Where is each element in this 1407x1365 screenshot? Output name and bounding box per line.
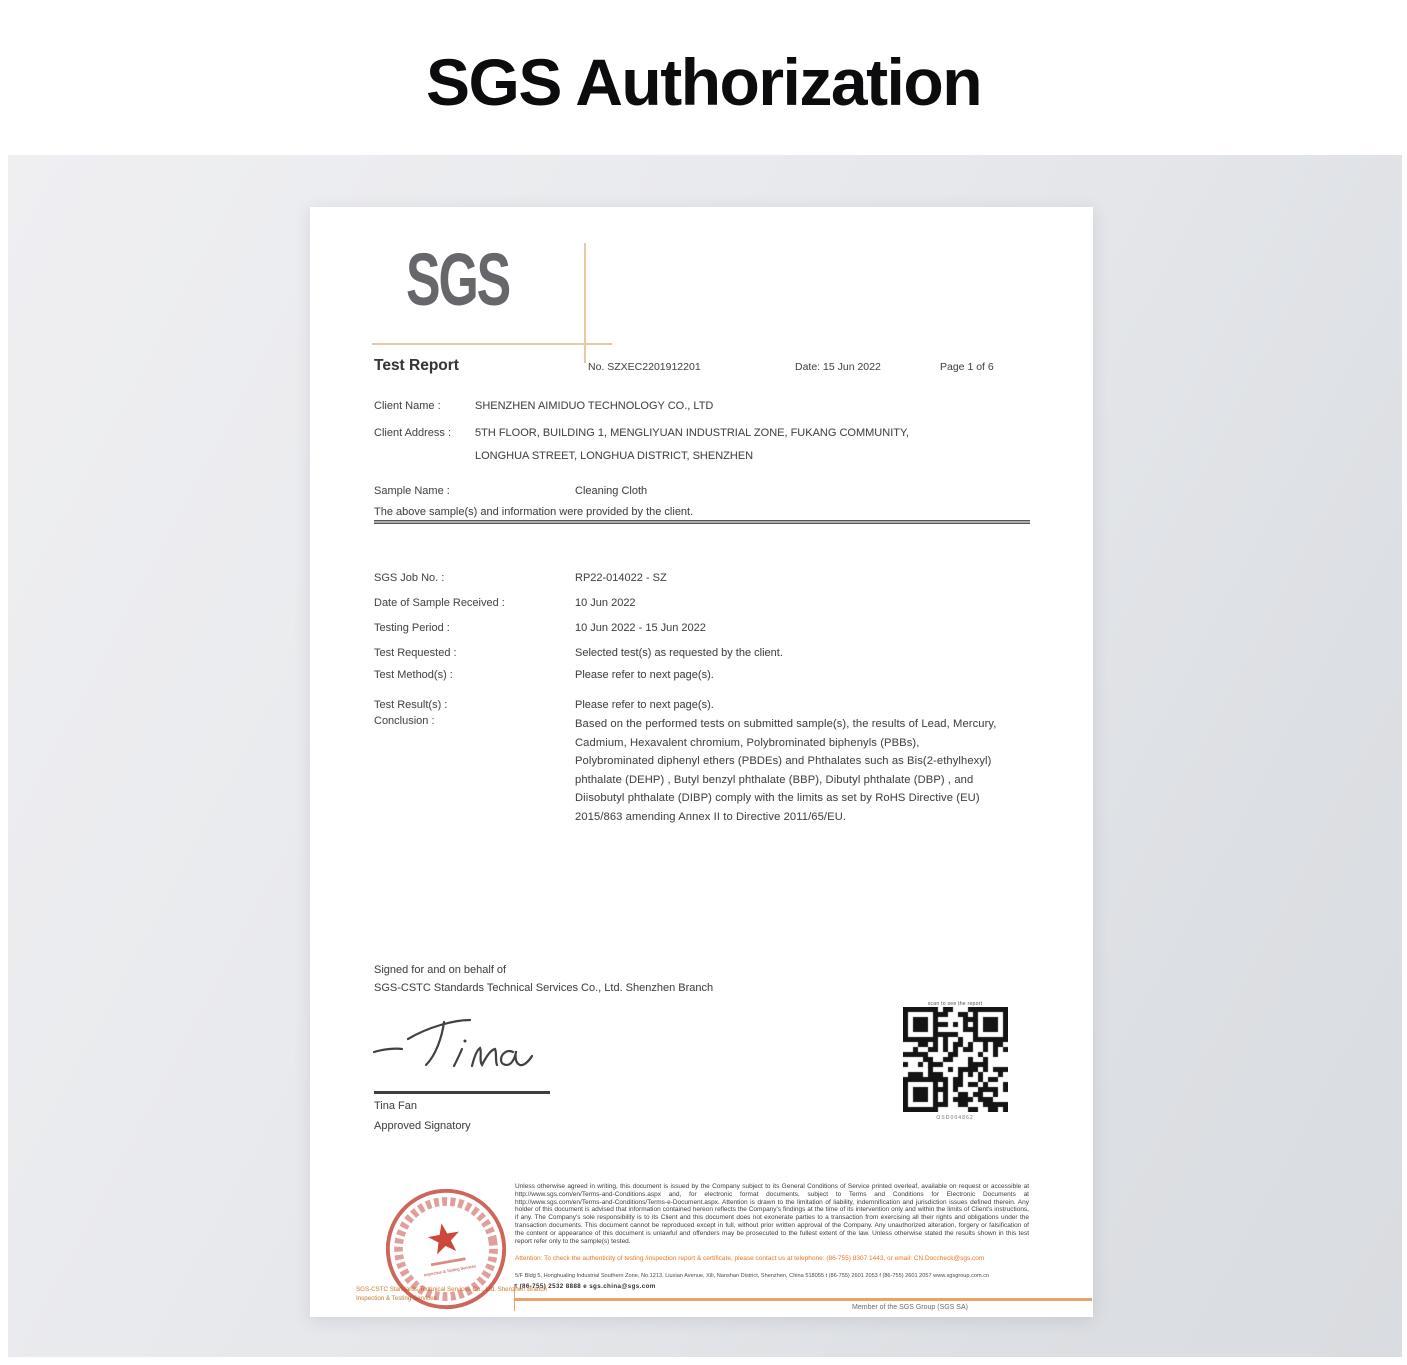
- disclaimer-text: Unless otherwise agreed in writing, this document is issued by the Company subject to its General Conditions of Service printed overleaf, available on request or accessible at http://www.sgs.com/en/Terms-and-Conditions.aspx and, for electronic format documents, subject to Terms and Conditions for Electronic Documents at http://www.sgs.com/en/Terms-and-Conditions/Terms-e-Document.aspx. Attention is drawn to the limitation of liability, indemnification and jurisdiction issues defined therein. Any holder of this document is advised that information contained hereon reflects the Company's findings at the time of its intervention only and within the limits of Client's instructions, if any. The Company's sole responsibility is to its Client and this document does not exonerate parties to a transaction from exercising all their rights and obligations under the transaction documents. This document cannot be reproduced except in full, without prior written approval of the Company. Any unauthorized alteration, forgery or falsification of the content or appearance of this document is unlawful and offenders may be prosecuted to the fullest extent of the law. Unless otherwise stated the results shown in this test report refer only to the sample(s) tested.: [515, 1183, 1029, 1245]
- client-address-label: Client Address :: [374, 427, 452, 439]
- qr-caption-top: scan to see the report: [927, 1001, 983, 1007]
- signer-name: Tina Fan: [374, 1100, 418, 1112]
- detail-label: Testing Period :: [374, 622, 450, 634]
- detail-label: Date of Sample Received :: [374, 597, 505, 609]
- detail-value: 10 Jun 2022: [575, 597, 636, 609]
- test-report-document: [310, 207, 1093, 1317]
- report-title: Test Report: [374, 357, 459, 374]
- sample-name-value: Cleaning Cloth: [575, 485, 648, 497]
- client-address-line2: LONGHUA STREET, LONGHUA DISTRICT, SHENZHEN: [475, 450, 754, 462]
- detail-value: RP22-014022 - SZ: [575, 572, 667, 584]
- detail-label: Test Method(s) :: [374, 669, 453, 681]
- report-date: Date: 15 Jun 2022: [795, 361, 881, 373]
- attention-text: Attention: To check the authenticity of testing /inspection report & certificate, please contact us at telephone: (86-755) 8307 1443, or email: CN.Doccheck@sgs.com: [515, 1255, 985, 1262]
- sample-name-label: Sample Name :: [374, 485, 450, 497]
- stamp-caption: Inspection & Testing Services: [423, 1263, 477, 1278]
- qr-code: [903, 1007, 1008, 1112]
- handwritten-signature: [366, 1005, 556, 1090]
- client-name-value: SHENZHEN AIMIDUO TECHNOLOGY CO., LTD: [475, 400, 714, 412]
- stamp-star-icon: [426, 1220, 462, 1255]
- signed-for-line: Signed for and on behalf of: [374, 964, 507, 976]
- signing-company-line: SGS-CSTC Standards Technical Services Co., Ltd. Shenzhen Branch: [374, 982, 714, 994]
- logo-crop-mark-horizontal: [372, 343, 612, 345]
- report-number: No. SZXEC2201912201: [588, 361, 701, 373]
- footer-address-line2: t (86-755) 2532 8888 e sgs.china@sgs.com: [515, 1283, 656, 1290]
- detail-label: Test Requested :: [374, 647, 457, 659]
- sgs-logo-text: SGS: [406, 238, 510, 321]
- detail-label: SGS Job No. :: [374, 572, 445, 584]
- stamp-sub-line2: Inspection & Testing Services: [356, 1295, 437, 1302]
- section-divider-rule: [374, 520, 1030, 524]
- footer-orange-rule: [515, 1298, 1092, 1301]
- detail-value: Please refer to next page(s).: [575, 699, 714, 711]
- report-page-indicator: Page 1 of 6: [940, 361, 994, 373]
- stamp-sub-line1: SGS-CSTC Standards Technical Services Co., Ltd. Shenzhen Branch: [356, 1286, 547, 1293]
- client-address-line1: 5TH FLOOR, BUILDING 1, MENGLIYUAN INDUSTRIAL ZONE, FUKANG COMMUNITY,: [475, 427, 909, 439]
- page-title: SGS Authorization: [425, 45, 982, 120]
- report-header-row: [374, 357, 1034, 379]
- detail-value: Please refer to next page(s).: [575, 669, 714, 681]
- conclusion-text: Based on the performed tests on submitted sample(s), the results of Lead, Mercury, Cadmium, Hexavalent chromium, Polybrominated biphenyls (PBBs), Polybrominated diphenyl ethers (PBDEs) and Phthalates such as Bis(2-ethylhexyl) phthalate (DEHP) , Butyl benzyl phthalate (BBP), Dibutyl phthalate (DBP) , and Diisobutyl phthalate (DIBP) comply with the limits as set by RoHS Directive (EU) 2015/863 amending Annex II to Directive 2011/65/EU.: [575, 718, 997, 823]
- client-name-label: Client Name :: [374, 400, 441, 412]
- qr-block: [902, 1001, 1008, 1121]
- signer-title: Approved Signatory: [374, 1120, 471, 1132]
- red-company-stamp: [372, 1175, 520, 1323]
- sample-note: The above sample(s) and information were provided by the client.: [374, 506, 694, 518]
- signature-line: [374, 1091, 550, 1094]
- footer-address-line1: 5/F Bldg 5, Honghualing Industrial Southern Zone, No.1213, Liuxian Avenue, Xili, Nanshan District, Shenzhen, China 518055 t (86-755) 2601 2053 f (86-755) 2601 2057 www.sgsgroup.com.cn: [515, 1273, 990, 1279]
- qr-caption-bottom: OSD004862: [936, 1115, 974, 1121]
- sgs-logo: [372, 238, 614, 365]
- detail-value: 10 Jun 2022 - 15 Jun 2022: [575, 622, 706, 634]
- logo-crop-mark-vertical: [584, 243, 586, 363]
- detail-label: Test Result(s) :: [374, 699, 448, 711]
- detail-value: Selected test(s) as requested by the client.: [575, 647, 783, 659]
- sgs-group-member-text: Member of the SGS Group (SGS SA): [852, 1304, 968, 1311]
- conclusion-label: Conclusion :: [374, 715, 435, 727]
- gray-backdrop-panel: [8, 155, 1402, 1357]
